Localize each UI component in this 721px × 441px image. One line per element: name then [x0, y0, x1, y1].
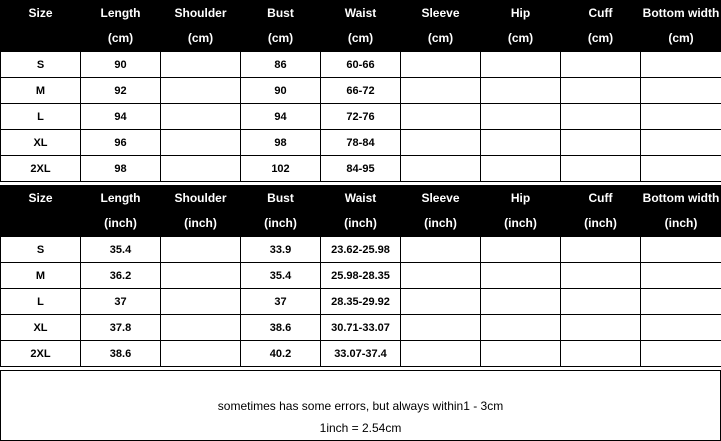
- table-row: [1, 237, 721, 263]
- table-cell: [161, 52, 241, 78]
- table-cell: [641, 237, 721, 263]
- table-cell: 92: [81, 78, 161, 104]
- table-cell: [481, 104, 561, 130]
- column-header: [561, 186, 641, 237]
- size-table-inch: [0, 185, 721, 367]
- table-row: [1, 78, 721, 104]
- column-header-label: Bottom width: [642, 6, 720, 20]
- column-header-label: Hip: [510, 6, 531, 20]
- column-header-unit: [1, 26, 80, 51]
- table-cell: [641, 78, 721, 104]
- column-header: [321, 186, 401, 237]
- column-header-label: Waist: [344, 191, 377, 205]
- table-cell: [401, 315, 481, 341]
- column-header-unit: (cm): [507, 31, 534, 45]
- table-cell: [161, 78, 241, 104]
- table-cell: [161, 104, 241, 130]
- column-header: [401, 186, 481, 237]
- size-table-cm: [0, 0, 721, 182]
- table-cell: [161, 130, 241, 156]
- table-cell: [401, 130, 481, 156]
- column-header: [401, 1, 481, 52]
- notes-box: [0, 370, 721, 441]
- column-header-unit: (cm): [668, 31, 694, 45]
- table-cell: [561, 104, 641, 130]
- column-header-label: Cuff: [588, 191, 613, 205]
- table-cell: 36.2: [81, 263, 161, 289]
- table-cell: 28.35-29.92: [321, 289, 401, 315]
- column-header-unit: (inch): [504, 216, 537, 230]
- column-header-unit: (cm): [187, 31, 214, 45]
- table-row: [1, 341, 721, 367]
- column-header: [81, 186, 161, 237]
- table-cell: 84-95: [321, 156, 401, 182]
- column-header-label: Bottom width: [642, 191, 720, 205]
- table-cell: [481, 289, 561, 315]
- table-cell: 94: [81, 104, 161, 130]
- size-cell: S: [1, 237, 81, 263]
- table-cell: [561, 52, 641, 78]
- size-cell: 2XL: [1, 156, 81, 182]
- table-cell: 40.2: [241, 341, 321, 367]
- table-cell: 98: [81, 156, 161, 182]
- table-cell: 35.4: [241, 263, 321, 289]
- column-header-unit: (cm): [347, 31, 374, 45]
- size-cell: S: [1, 52, 81, 78]
- table-row: [1, 315, 721, 341]
- size-cell: L: [1, 104, 81, 130]
- table-cell: 37.8: [81, 315, 161, 341]
- table-cell: 35.4: [81, 237, 161, 263]
- table-cell: 86: [241, 52, 321, 78]
- column-header: [561, 1, 641, 52]
- column-header: [241, 1, 321, 52]
- table-row: [1, 104, 721, 130]
- column-header-unit: (cm): [267, 31, 294, 45]
- table-cell: [161, 289, 241, 315]
- table-cell: [561, 156, 641, 182]
- size-cell: L: [1, 289, 81, 315]
- column-header-label: Cuff: [588, 6, 613, 20]
- table-cell: [161, 156, 241, 182]
- table-cell: [641, 289, 721, 315]
- table-cell: [401, 52, 481, 78]
- column-header: [241, 186, 321, 237]
- table-cell: [481, 315, 561, 341]
- column-header-label: Shoulder: [174, 6, 227, 20]
- column-header: [641, 186, 721, 237]
- table-cell: [481, 341, 561, 367]
- table-cell: [401, 263, 481, 289]
- column-header: [161, 186, 241, 237]
- table-cell: [641, 156, 721, 182]
- table-cell: 90: [81, 52, 161, 78]
- column-header-label: Size: [28, 6, 53, 20]
- column-header-unit: (inch): [584, 216, 617, 230]
- table-row: [1, 156, 721, 182]
- table-cell: [561, 130, 641, 156]
- table-cell: [561, 263, 641, 289]
- column-header-label: Sleeve: [421, 6, 460, 20]
- table-cell: 60-66: [321, 52, 401, 78]
- table-row: [1, 130, 721, 156]
- column-header: [81, 1, 161, 52]
- column-header-unit: (inch): [184, 216, 217, 230]
- measurement-error-note: sometimes has some errors, but always within1 - 3cm: [217, 399, 504, 413]
- column-header-label: Size: [28, 191, 53, 205]
- table-cell: 90: [241, 78, 321, 104]
- size-cell: M: [1, 78, 81, 104]
- table-cell: [401, 289, 481, 315]
- column-header-unit: (cm): [587, 31, 614, 45]
- size-cell: XL: [1, 315, 81, 341]
- table-cell: [481, 130, 561, 156]
- table-cell: 37: [81, 289, 161, 315]
- column-header-unit: (cm): [107, 31, 134, 45]
- table-cell: [641, 104, 721, 130]
- table-cell: [401, 156, 481, 182]
- column-header-unit: (inch): [264, 216, 297, 230]
- table-cell: [401, 341, 481, 367]
- table-cell: 38.6: [81, 341, 161, 367]
- column-header-label: Shoulder: [174, 191, 227, 205]
- table-cell: 23.62-25.98: [321, 237, 401, 263]
- column-header: [641, 1, 721, 52]
- table-cell: 30.71-33.07: [321, 315, 401, 341]
- unit-conversion-note: 1inch = 2.54cm: [319, 421, 402, 435]
- table-cell: [481, 52, 561, 78]
- table-cell: [161, 237, 241, 263]
- table-cell: [561, 78, 641, 104]
- table-cell: [641, 341, 721, 367]
- table-cell: [401, 104, 481, 130]
- column-header-label: Waist: [344, 6, 377, 20]
- table-cell: 66-72: [321, 78, 401, 104]
- table-cell: [481, 263, 561, 289]
- column-header-unit: (inch): [424, 216, 457, 230]
- column-header: [1, 186, 81, 237]
- table-cell: [401, 237, 481, 263]
- column-header-label: Length: [100, 6, 141, 20]
- table-cell: [481, 78, 561, 104]
- table-cell: [401, 78, 481, 104]
- table-cell: [561, 289, 641, 315]
- size-cell: 2XL: [1, 341, 81, 367]
- table-row: [1, 52, 721, 78]
- table-cell: 98: [241, 130, 321, 156]
- column-header-label: Bust: [267, 191, 294, 205]
- table-cell: 96: [81, 130, 161, 156]
- table-cell: 37: [241, 289, 321, 315]
- table-cell: [561, 315, 641, 341]
- column-header: [321, 1, 401, 52]
- size-cell: XL: [1, 130, 81, 156]
- column-header-unit: (cm): [427, 31, 454, 45]
- table-cell: 25.98-28.35: [321, 263, 401, 289]
- table-cell: 94: [241, 104, 321, 130]
- size-cell: M: [1, 263, 81, 289]
- table-cell: [481, 156, 561, 182]
- table-row: [1, 289, 721, 315]
- table-cell: [641, 52, 721, 78]
- table-cell: [161, 341, 241, 367]
- table-cell: [561, 341, 641, 367]
- column-header-label: Bust: [267, 6, 294, 20]
- table-header-row: [1, 186, 721, 237]
- table-cell: 38.6: [241, 315, 321, 341]
- column-header: [481, 1, 561, 52]
- table-cell: 33.07-37.4: [321, 341, 401, 367]
- column-header: [1, 1, 81, 52]
- column-header: [481, 186, 561, 237]
- column-header-unit: (inch): [104, 216, 137, 230]
- column-header-label: Hip: [510, 191, 531, 205]
- table-cell: 102: [241, 156, 321, 182]
- column-header: [161, 1, 241, 52]
- table-cell: [161, 263, 241, 289]
- column-header-unit: [1, 211, 80, 236]
- table-cell: [161, 315, 241, 341]
- table-cell: [641, 263, 721, 289]
- table-header-row: [1, 1, 721, 52]
- table-cell: [641, 315, 721, 341]
- table-cell: [561, 237, 641, 263]
- column-header-unit: (inch): [664, 216, 698, 230]
- column-header-label: Sleeve: [421, 191, 460, 205]
- table-cell: 33.9: [241, 237, 321, 263]
- table-cell: [481, 237, 561, 263]
- table-cell: 78-84: [321, 130, 401, 156]
- column-header-label: Length: [100, 191, 141, 205]
- table-row: [1, 263, 721, 289]
- table-cell: 72-76: [321, 104, 401, 130]
- table-cell: [641, 130, 721, 156]
- column-header-unit: (inch): [344, 216, 377, 230]
